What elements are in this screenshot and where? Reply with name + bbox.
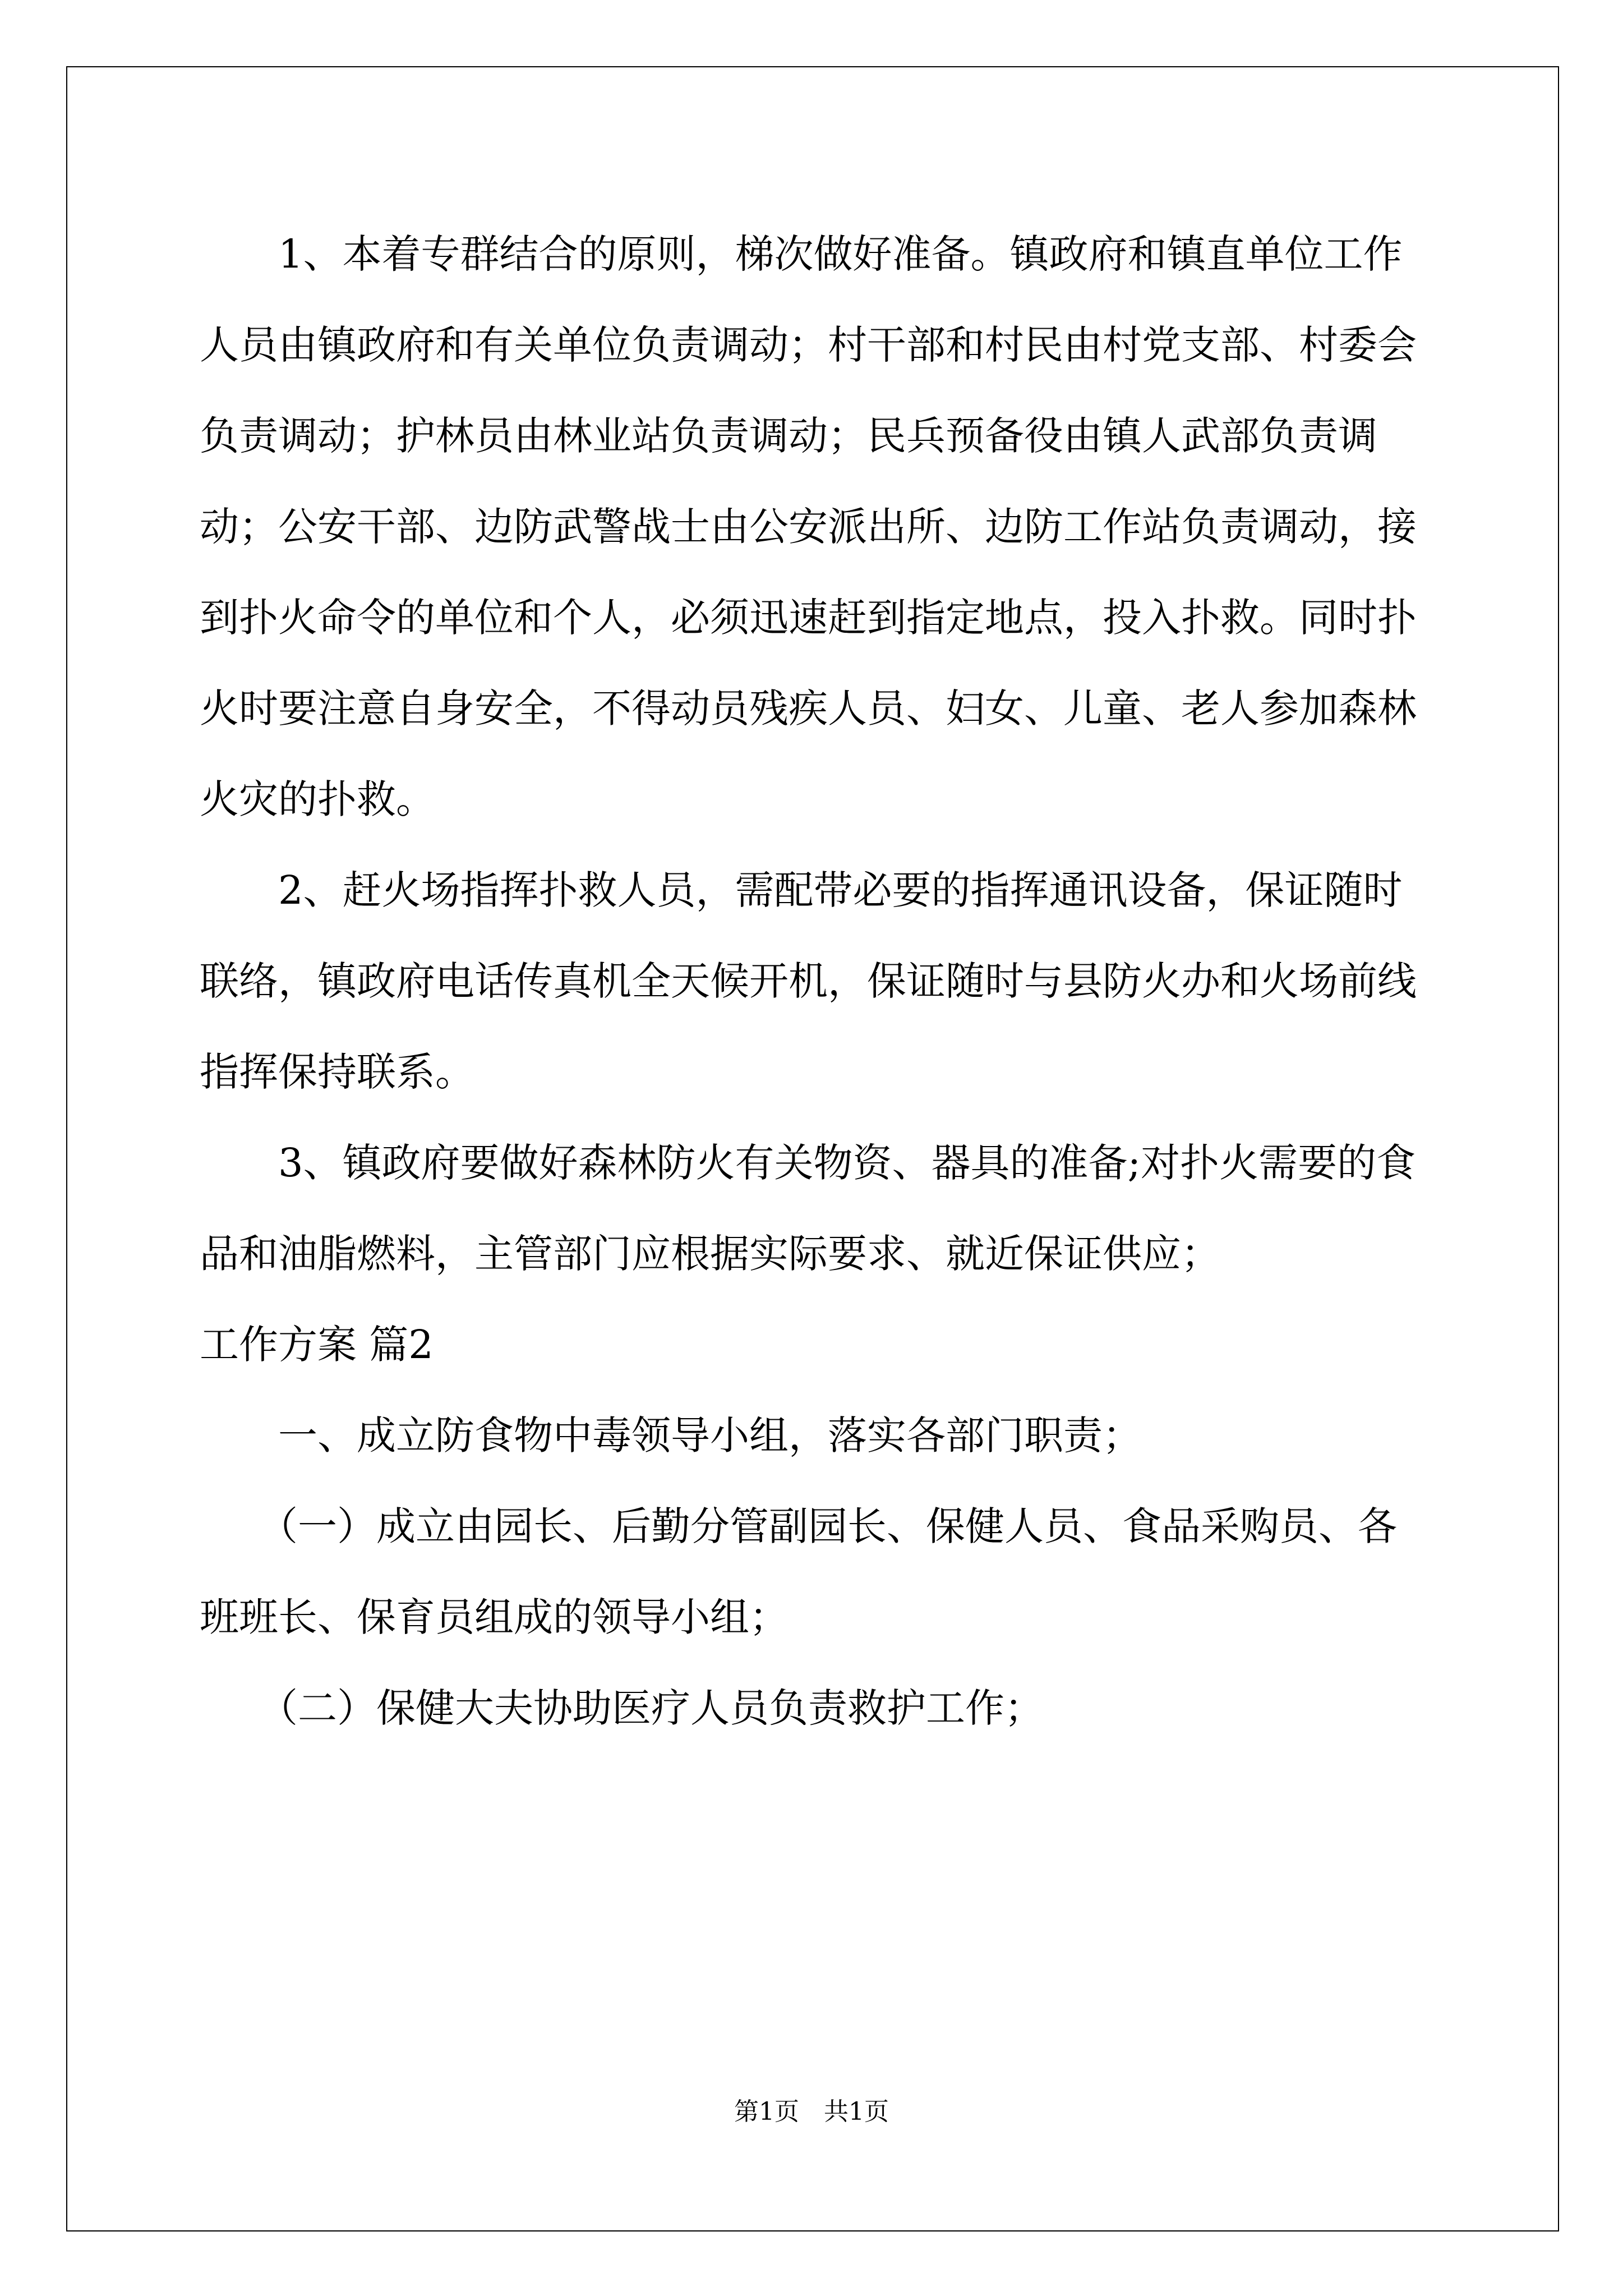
paragraph-3: 3、镇政府要做好森林防火有关物资、器具的准备;对扑火需要的食品和油脂燃料，主管部门应根据实际要求、就近保证供应； bbox=[200, 1140, 1416, 1277]
paragraph-1: 1、本着专群结合的原则，梯次做好准备。镇政府和镇直单位工作人员由镇政府和有关单位负责调动；村干部和村民由村党支部、村委会负责调动；护林员由林业站负责调动；民兵预备役由镇人武部负责调动；公安干部、边防武警战士由公安派出所、边防工作站负责调动，接到扑火命令的单位和个人，必须迅速赶到指定地点，投入扑救。同时扑火时要注意自身安全，不得动员残疾人员、妇女、儿童、老人参加森林火灾的扑救。 bbox=[200, 231, 1417, 822]
paragraph-5: （一）成立由园长、后勤分管副园长、保健人员、食品采购员、各班班长、保育员组成的领导小组； bbox=[200, 1503, 1397, 1640]
paragraph-6: （二）保健大夫协助医疗人员负责救护工作； bbox=[259, 1685, 1044, 1731]
document-body bbox=[200, 209, 1433, 1754]
paragraph-2: 2、赶火场指挥扑救人员，需配带必要的指挥通讯设备，保证随时联络，镇政府电话传真机全天候开机，保证随时与县防火办和火场前线指挥保持联系。 bbox=[200, 867, 1417, 1095]
page-footer: 第1页 共1页 bbox=[734, 2097, 889, 2126]
paragraph-4: 一、成立防食物中毒领导小组，落实各部门职责； bbox=[278, 1412, 1142, 1458]
section-heading: 工作方案 篇2 bbox=[200, 1322, 434, 1368]
